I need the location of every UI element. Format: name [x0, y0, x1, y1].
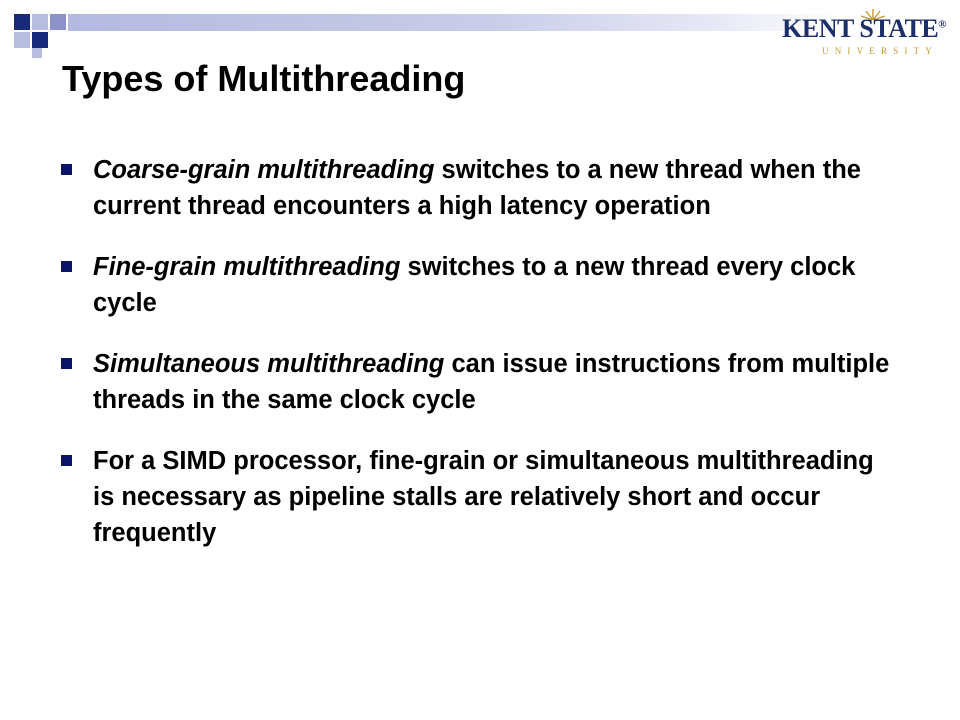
decorative-square — [50, 14, 66, 30]
bullet-text: can issue instructions from multiple threads in the same clock cycle — [93, 350, 890, 414]
decorative-square — [14, 14, 30, 30]
bullet-item — [60, 346, 900, 418]
decorative-square — [32, 32, 48, 48]
logo-subtitle: UNIVERSITY — [822, 46, 938, 56]
bullet-item — [60, 249, 900, 321]
bullet-list — [60, 152, 900, 576]
slide-title: Types of Multithreading — [62, 58, 466, 99]
bullet-emphasis: Fine-grain multithreading — [93, 253, 401, 281]
bullet-text: switches to a new thread every clock cycle — [93, 253, 856, 317]
bullet-emphasis: Coarse-grain multithreading — [93, 156, 435, 184]
square-bullet-icon — [61, 164, 72, 175]
bullet-emphasis: Simultaneous multithreading — [93, 350, 445, 378]
decorative-square — [32, 48, 42, 58]
decorative-square — [32, 14, 48, 30]
bullet-text: switches to a new thread when the current thread encounters a high latency operation — [93, 156, 861, 220]
bullet-text: For a SIMD processor, fine-grain or simultaneous multithreading is necessary as pipeline stalls are relatively short and occur frequently — [93, 447, 874, 547]
square-bullet-icon — [61, 358, 72, 369]
decorative-square — [14, 32, 30, 48]
square-bullet-icon — [61, 261, 72, 272]
logo-wordmark: KENT STATE® — [782, 14, 946, 43]
header-gradient-bar — [68, 14, 840, 31]
bullet-item — [60, 152, 900, 224]
kent-state-logo — [782, 8, 946, 56]
square-bullet-icon — [61, 455, 72, 466]
bullet-item — [60, 443, 900, 551]
